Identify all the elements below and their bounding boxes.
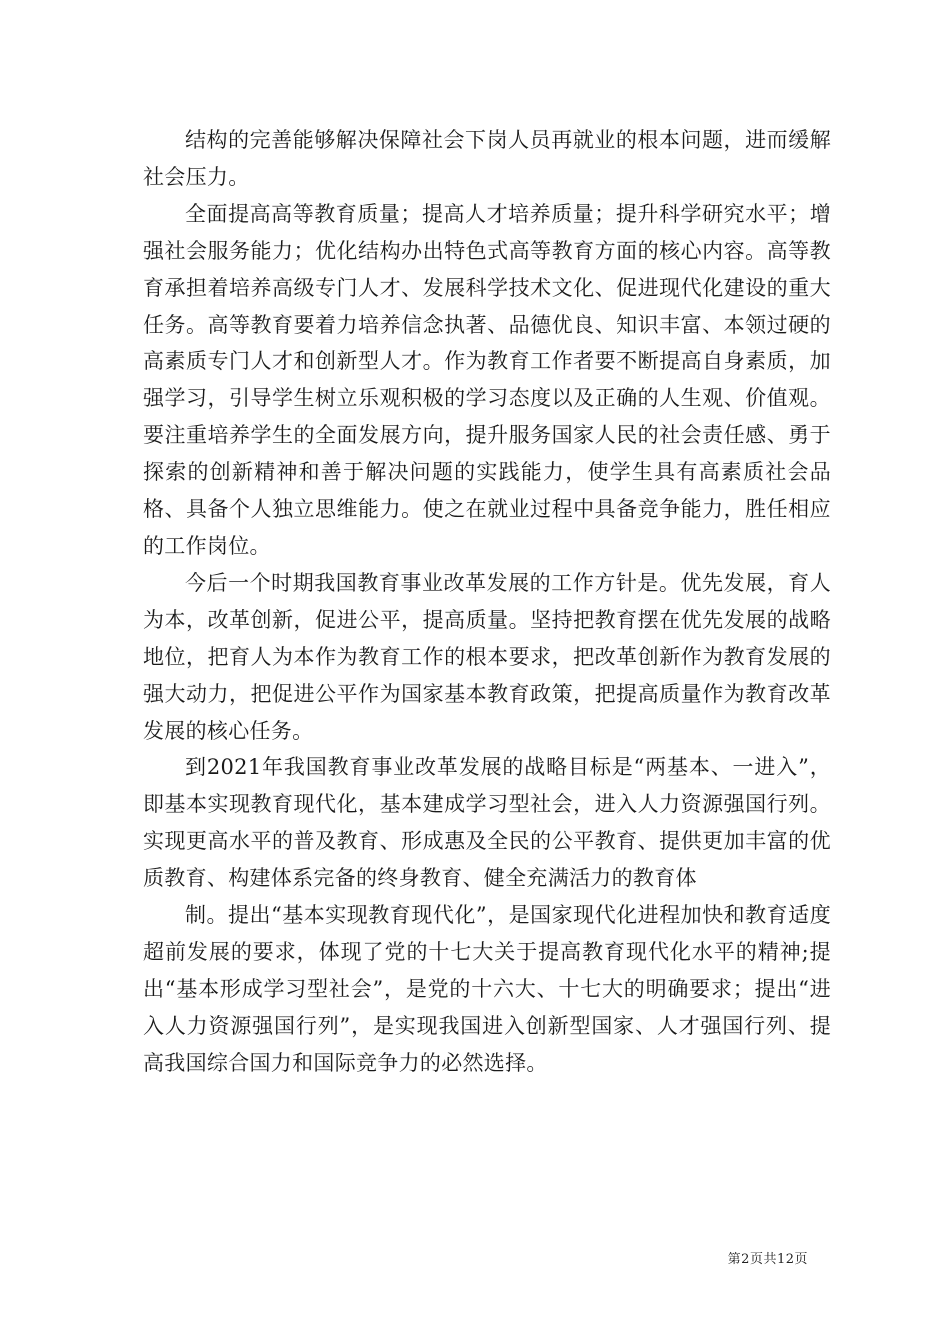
paragraph-5: 制。提出“基本实现教育现代化”，是国家现代化进程加快和教育适度超前发展的要求，体现了党的十七大关于提高教育现代化水平的精神;提出“基本形成学习型社会”，是党的十六大、十七大的明确要求；提出“进入人力资源强国行列”，是实现我国进入创新型国家、人才强国行列、提高我国综合国力和国际竞争力的必然选择。 (143, 903, 831, 1075)
page-number-footer: 第2页共12页 (727, 1252, 808, 1267)
paragraph-2: 全面提高高等教育质量；提高人才培养质量；提升科学研究水平；增强社会服务能力；优化结构办出特色式高等教育方面的核心内容。高等教育承担着培养高级专门人才、发展科学技术文化、促进现代化建设的重大任务。高等教育要着力培养信念执著、品德优良、知识丰富、本领过硬的高素质专门人才和创新型人才。作为教育工作者要不断提高自身素质，加强学习，引导学生树立乐观积极的学习态度以及正确的人生观、价值观。要注重培养学生的全面发展方向，提升服务国家人民的社会责任感、勇于探索的创新精神和善于解决问题的实践能力，使学生具有高素质社会品格、具备个人独立思维能力。使之在就业过程中具备竞争能力，胜任相应的工作岗位。 (143, 201, 831, 558)
document-body (143, 122, 831, 1082)
paragraph-3: 今后一个时期我国教育事业改革发展的工作方针是。优先发展，育人为本，改革创新，促进公平，提高质量。坚持把教育摆在优先发展的战略地位，把育人为本作为教育工作的根本要求，把改革创新作为教育发展的强大动力，把促进公平作为国家基本教育政策，把提高质量作为教育改革发展的核心任务。 (143, 570, 831, 743)
paragraph-1: 结构的完善能够解决保障社会下岗人员再就业的根本问题，进而缓解社会压力。 (143, 128, 831, 189)
paragraph-4: 到2021年我国教育事业改革发展的战略目标是“两基本、一进入”，即基本实现教育现代化，基本建成学习型社会，进入人力资源强国行列。实现更高水平的普及教育、形成惠及全民的公平教育、提供更加丰富的优质教育、构建体系完备的终身教育、健全充满活力的教育体 (143, 755, 831, 891)
